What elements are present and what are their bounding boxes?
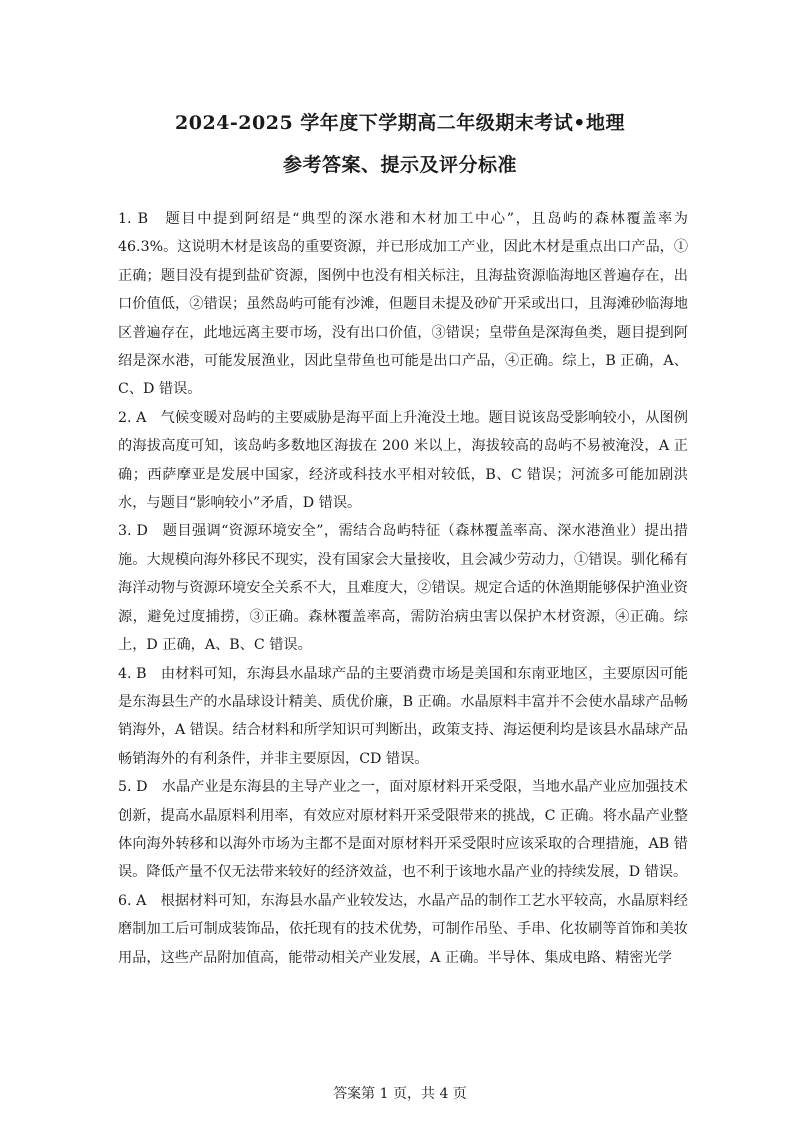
answer-item-6: 6. A 根据材料可知，东海县水晶产业较发达，水晶产品的制作工艺水平较高，水晶原料经磨制加工后可制成装饰品，依托现有的技术优势，可制作吊坠、手串、化妆刷等首饰和美妆用品，这些产品附加值高，能带动相关产业发展，A 正确。半导体、集成电路、精密光学	[118, 892, 688, 966]
document-subtitle: 参考答案、提示及评分标准	[282, 154, 517, 176]
page-footer: 答案第 1 页，共 4 页	[333, 1086, 467, 1102]
document-title: 2024-2025 学年度下学期高二年级期末考试•地理	[175, 112, 625, 134]
answer-item-2: 2. A 气候变暖对岛屿的主要威胁是海平面上升淹没土地。题目说该岛受影响较小，从图例的海拔高度可知，该岛屿多数地区海拔在 200 米以上，海拔较高的岛屿不易被淹没，A 正确；西萨摩亚是发展中国家，经济或科技水平相对较低，B、C 错误；河流多可能加剧洪水，与题目“影响较小”矛盾，D 错误。	[118, 409, 688, 512]
answer-item-5: 5. D 水晶产业是东海县的主导产业之一，面对原材料开采受限，当地水晶产业应加强技术创新，提高水晶原料利用率，有效应对原材料开采受限带来的挑战，C 正确。将水晶产业整体向海外转移和以海外市场为主都不是面对原材料开采受限时应该采取的合理措施，AB 错误。降低产量不仅无法带来较好的经济效益，也不利于该地水晶产业的持续发展，D 错误。	[118, 779, 688, 881]
answer-item-4: 4. B 由材料可知，东海县水晶球产品的主要消费市场是美国和东南亚地区，主要原因可能是东海县生产的水晶球设计精美、质优价廉，B 正确。水晶原料丰富并不会使水晶球产品畅销海外，A 错误。结合材料和所学知识可判断出，政策支持、海运便利均是该县水晶球产品畅销海外的有利条件，并非主要原因，CD 错误。	[118, 665, 688, 767]
answer-item-1: 1. B 题目中提到阿绍是“典型的深水港和木材加工中心”，且岛屿的森林覆盖率为46.3%。这说明木材是该岛的重要资源，并已形成加工产业，因此木材是重点出口产品，①正确；题目没有提到盐矿资源，图例中也没有相关标注，且海盐资源临海地区普遍存在，出口价值低，②错误；虽然岛屿可能有沙滩，但题目未提及砂矿开采或出口，且海滩砂临海地区普遍存在，此地远离主要市场，没有出口价值，③错误；皇带鱼是深海鱼类，题目提到阿绍是深水港，可能发展渔业，因此皇带鱼也可能是出口产品，④正确。综上，B 正确，A、C、D 错误。	[118, 211, 689, 398]
answer-item-3: 3. D 题目强调“资源环境安全”，需结合岛屿特征（森林覆盖率高、深水港渔业）提出措施。大规模向海外移民不现实，没有国家会大量接收，且会减少劳动力，①错误。驯化稀有海洋动物与资源环境安全关系不大，且难度大，②错误。规定合适的休渔期能够保护渔业资源，避免过度捕捞，③正确。森林覆盖率高，需防治病虫害以保护木材资源，④正确。综上，D 正确，A、B、C 错误。	[118, 523, 688, 654]
answer-list	[118, 205, 688, 972]
